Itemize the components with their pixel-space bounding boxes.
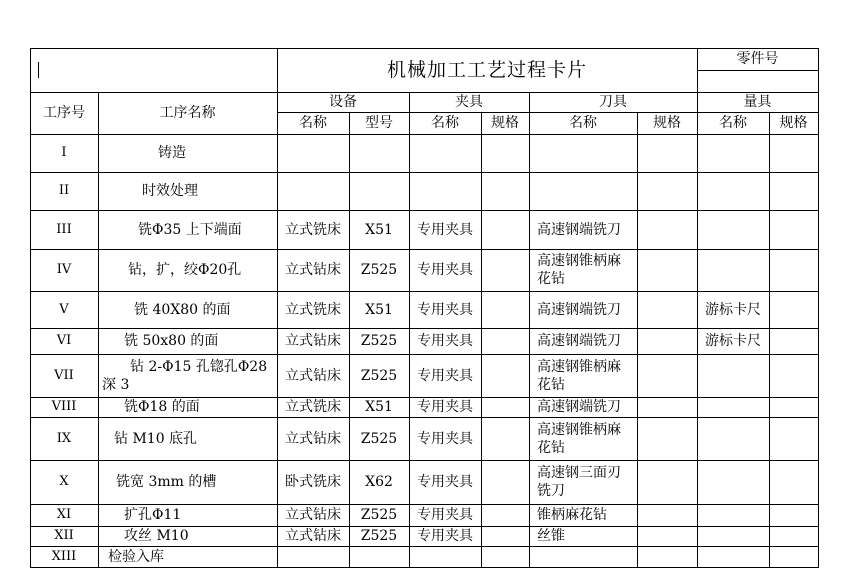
text-cursor <box>38 62 39 78</box>
grid-line <box>30 92 819 93</box>
header-gauge: 量具 <box>743 94 772 110</box>
fixture-name-cell: 专用夹具 <box>417 430 473 447</box>
proc-name-cell: 时效处理 <box>142 183 198 199</box>
fixture-name-cell <box>409 172 481 210</box>
grid-line <box>30 249 819 250</box>
equipment-name-cell: 立式钻床 <box>285 528 341 544</box>
gauge-spec-cell <box>769 526 818 546</box>
gauge-name-cell <box>697 504 769 526</box>
gauge-name-cell <box>697 546 769 567</box>
grid-line <box>30 526 819 527</box>
grid-line <box>818 48 819 568</box>
gauge-spec-cell <box>769 328 818 354</box>
gauge-name-cell <box>697 460 769 504</box>
gauge-spec-cell <box>769 354 818 397</box>
grid-line <box>30 417 819 418</box>
fixture-spec-cell <box>481 526 529 546</box>
fixture-name-cell <box>409 546 481 567</box>
header-gauge-spec: 规格 <box>779 115 808 131</box>
proc-no-cell: VIII <box>51 399 77 414</box>
tool-name-cell: 丝锥 <box>537 528 565 544</box>
tool-name-cell: 高速钢锥柄麻花钻 <box>537 421 621 456</box>
equipment-name-cell: 立式钻床 <box>285 507 341 523</box>
grid-line <box>30 328 819 329</box>
gauge-spec-cell <box>769 397 818 417</box>
equipment-name-cell: 立式钻床 <box>285 430 341 447</box>
fixture-spec-cell <box>481 417 529 460</box>
fixture-spec-cell <box>481 460 529 504</box>
fixture-name-cell <box>409 134 481 172</box>
grid-line <box>30 134 819 135</box>
fixture-name-cell: 专用夹具 <box>417 507 473 523</box>
equipment-name-cell <box>277 546 349 567</box>
gauge-spec-cell <box>769 134 818 172</box>
tool-spec-cell <box>637 546 697 567</box>
tool-name-cell: 高速钢锥柄麻花钻 <box>537 253 621 287</box>
grid-line <box>30 546 819 547</box>
fixture-spec-cell <box>481 291 529 328</box>
proc-no-cell: IX <box>56 430 72 446</box>
proc-no-cell: XI <box>56 507 72 522</box>
grid-line <box>409 92 410 567</box>
proc-name-cell: 扩孔Φ11 <box>124 507 182 523</box>
part-no-label: 零件号 <box>736 51 779 67</box>
equipment-name-cell <box>277 134 349 172</box>
fixture-name-cell: 专用夹具 <box>417 262 473 278</box>
tool-spec-cell <box>637 291 697 328</box>
grid-line <box>30 48 31 567</box>
proc-no-cell: V <box>59 301 69 317</box>
gauge-name-cell <box>697 249 769 291</box>
tool-name-cell: 高速钢端铣刀 <box>537 301 621 318</box>
card-title: 机械加工工艺过程卡片 <box>386 59 587 81</box>
gauge-name-cell: 游标卡尺 <box>705 301 761 318</box>
header-proc-name: 工序名称 <box>159 105 216 121</box>
equipment-model-cell <box>349 546 409 567</box>
grid-line <box>30 291 819 292</box>
proc-name-cell: 检验入库 <box>108 548 164 565</box>
proc-no-cell: III <box>56 221 72 237</box>
proc-name-cell: 钻 2-Φ15 孔锪孔Φ28 深 3 <box>102 358 268 393</box>
gauge-spec-cell <box>769 504 818 526</box>
equipment-model-cell: Z525 <box>360 367 398 384</box>
equipment-model-cell: Z525 <box>360 528 398 544</box>
tool-name-cell: 高速钢端铣刀 <box>537 333 621 349</box>
tool-name-cell: 锥柄麻花钻 <box>537 507 607 523</box>
fixture-name-cell: 专用夹具 <box>417 221 473 238</box>
gauge-spec-cell <box>769 460 818 504</box>
fixture-name-cell: 专用夹具 <box>417 528 473 544</box>
grid-line <box>30 567 819 568</box>
grid-line <box>277 112 819 113</box>
header-equipment: 设备 <box>329 94 357 110</box>
proc-no-cell: XII <box>54 528 74 543</box>
equipment-name-cell: 立式铣床 <box>285 399 341 415</box>
header-eq-name: 名称 <box>299 115 327 131</box>
equipment-model-cell: Z525 <box>360 333 398 349</box>
equipment-name-cell <box>277 172 349 210</box>
proc-no-cell: I <box>61 145 67 160</box>
tool-spec-cell <box>637 134 697 172</box>
header-fx-name: 名称 <box>431 115 459 131</box>
tool-spec-cell <box>637 172 697 210</box>
equipment-name-cell: 立式钻床 <box>285 367 341 384</box>
header-fx-spec: 规格 <box>491 115 519 131</box>
header-fixture: 夹具 <box>455 94 483 110</box>
fixture-spec-cell <box>481 134 529 172</box>
equipment-name-cell: 立式钻床 <box>285 333 341 349</box>
equipment-model-cell <box>349 172 409 210</box>
tool-spec-cell <box>637 210 697 249</box>
grid-line <box>30 354 819 355</box>
gauge-spec-cell <box>769 249 818 291</box>
equipment-model-cell: X51 <box>365 301 393 318</box>
tool-name-cell <box>529 172 637 210</box>
grid-line <box>481 112 482 567</box>
proc-name-cell: 铣Φ35 上下端面 <box>138 221 242 238</box>
equipment-model-cell <box>349 134 409 172</box>
proc-no-cell: VI <box>56 333 72 348</box>
tool-spec-cell <box>637 354 697 397</box>
grid-line <box>30 397 819 398</box>
fixture-spec-cell <box>481 546 529 567</box>
tool-spec-cell <box>637 249 697 291</box>
fixture-name-cell: 专用夹具 <box>417 399 473 415</box>
header-eq-model: 型号 <box>365 115 393 131</box>
proc-name-cell: 铣 50x80 的面 <box>124 333 219 349</box>
grid-line <box>349 112 350 567</box>
grid-line <box>637 112 638 567</box>
tool-name-cell <box>529 546 637 567</box>
part-no-value[interactable] <box>697 70 818 92</box>
gauge-spec-cell <box>769 546 818 567</box>
gauge-name-cell <box>697 172 769 210</box>
fixture-spec-cell <box>481 172 529 210</box>
tool-name-cell <box>529 134 637 172</box>
equipment-model-cell: Z525 <box>360 507 398 523</box>
equipment-model-cell: X51 <box>365 221 393 238</box>
tool-spec-cell <box>637 397 697 417</box>
fixture-name-cell: 专用夹具 <box>417 333 473 349</box>
tool-spec-cell <box>637 328 697 354</box>
gauge-name-cell <box>697 210 769 249</box>
equipment-name-cell: 立式铣床 <box>285 221 341 238</box>
header-gauge-name: 名称 <box>719 115 747 131</box>
grid-line <box>98 92 99 567</box>
gauge-spec-cell <box>769 172 818 210</box>
grid-line <box>769 112 770 567</box>
equipment-name-cell: 立式钻床 <box>285 262 341 278</box>
gauge-name-cell <box>697 354 769 397</box>
proc-no-cell: X <box>59 474 69 489</box>
gauge-name-cell <box>697 397 769 417</box>
proc-no-cell: IV <box>56 262 72 277</box>
fixture-name-cell: 专用夹具 <box>417 301 473 318</box>
header-tool-spec: 规格 <box>653 115 681 131</box>
fixture-spec-cell <box>481 249 529 291</box>
fixture-spec-cell <box>481 397 529 417</box>
proc-name-cell: 攻丝 M10 <box>124 528 189 544</box>
tool-spec-cell <box>637 504 697 526</box>
gauge-spec-cell <box>769 210 818 249</box>
equipment-model-cell: Z525 <box>360 430 398 447</box>
fixture-name-cell: 专用夹具 <box>417 367 473 384</box>
equipment-model-cell: X62 <box>365 474 393 490</box>
proc-name-cell: 钻，扩，绞Φ20孔 <box>128 262 242 278</box>
fixture-spec-cell <box>481 328 529 354</box>
tool-name-cell: 高速钢端铣刀 <box>537 221 621 238</box>
header-tool: 刀具 <box>599 94 627 110</box>
equipment-name-cell: 卧式铣床 <box>285 474 341 490</box>
header-proc-no: 工序号 <box>43 105 85 121</box>
fixture-name-cell: 专用夹具 <box>417 474 473 490</box>
grid-line <box>30 48 819 49</box>
tool-name-cell: 高速钢三面刃铣刀 <box>537 465 621 499</box>
proc-name-cell: 铸造 <box>158 145 186 161</box>
tool-spec-cell <box>637 417 697 460</box>
proc-no-cell: II <box>58 183 70 198</box>
process-card-table <box>30 48 818 567</box>
grid-line <box>529 92 530 567</box>
tool-spec-cell <box>637 460 697 504</box>
proc-name-cell: 铣宽 3mm 的槽 <box>116 474 217 490</box>
tool-name-cell: 高速钢锥柄麻花钻 <box>537 358 621 393</box>
grid-line <box>277 48 278 567</box>
fixture-spec-cell <box>481 504 529 526</box>
gauge-spec-cell <box>769 291 818 328</box>
grid-line <box>30 210 819 211</box>
proc-name-cell: 铣Φ18 的面 <box>124 399 200 415</box>
tool-name-cell: 高速钢端铣刀 <box>537 399 621 415</box>
proc-name-cell: 钻 M10 底孔 <box>114 430 198 447</box>
grid-line <box>30 460 819 461</box>
fixture-spec-cell <box>481 210 529 249</box>
tool-spec-cell <box>637 526 697 546</box>
grid-line <box>697 70 819 71</box>
gauge-name-cell <box>697 526 769 546</box>
fixture-spec-cell <box>481 354 529 397</box>
equipment-model-cell: Z525 <box>360 262 398 278</box>
grid-line <box>697 48 698 567</box>
proc-no-cell: VII <box>54 367 74 383</box>
header-tool-name: 名称 <box>569 115 597 131</box>
gauge-name-cell <box>697 134 769 172</box>
proc-no-cell: XIII <box>51 548 77 564</box>
gauge-name-cell: 游标卡尺 <box>705 333 761 349</box>
grid-line <box>30 172 819 173</box>
equipment-model-cell: X51 <box>365 399 393 415</box>
proc-name-cell: 铣 40X80 的面 <box>134 301 231 318</box>
grid-line <box>30 504 819 505</box>
equipment-name-cell: 立式铣床 <box>285 301 341 318</box>
gauge-name-cell <box>697 417 769 460</box>
gauge-spec-cell <box>769 417 818 460</box>
